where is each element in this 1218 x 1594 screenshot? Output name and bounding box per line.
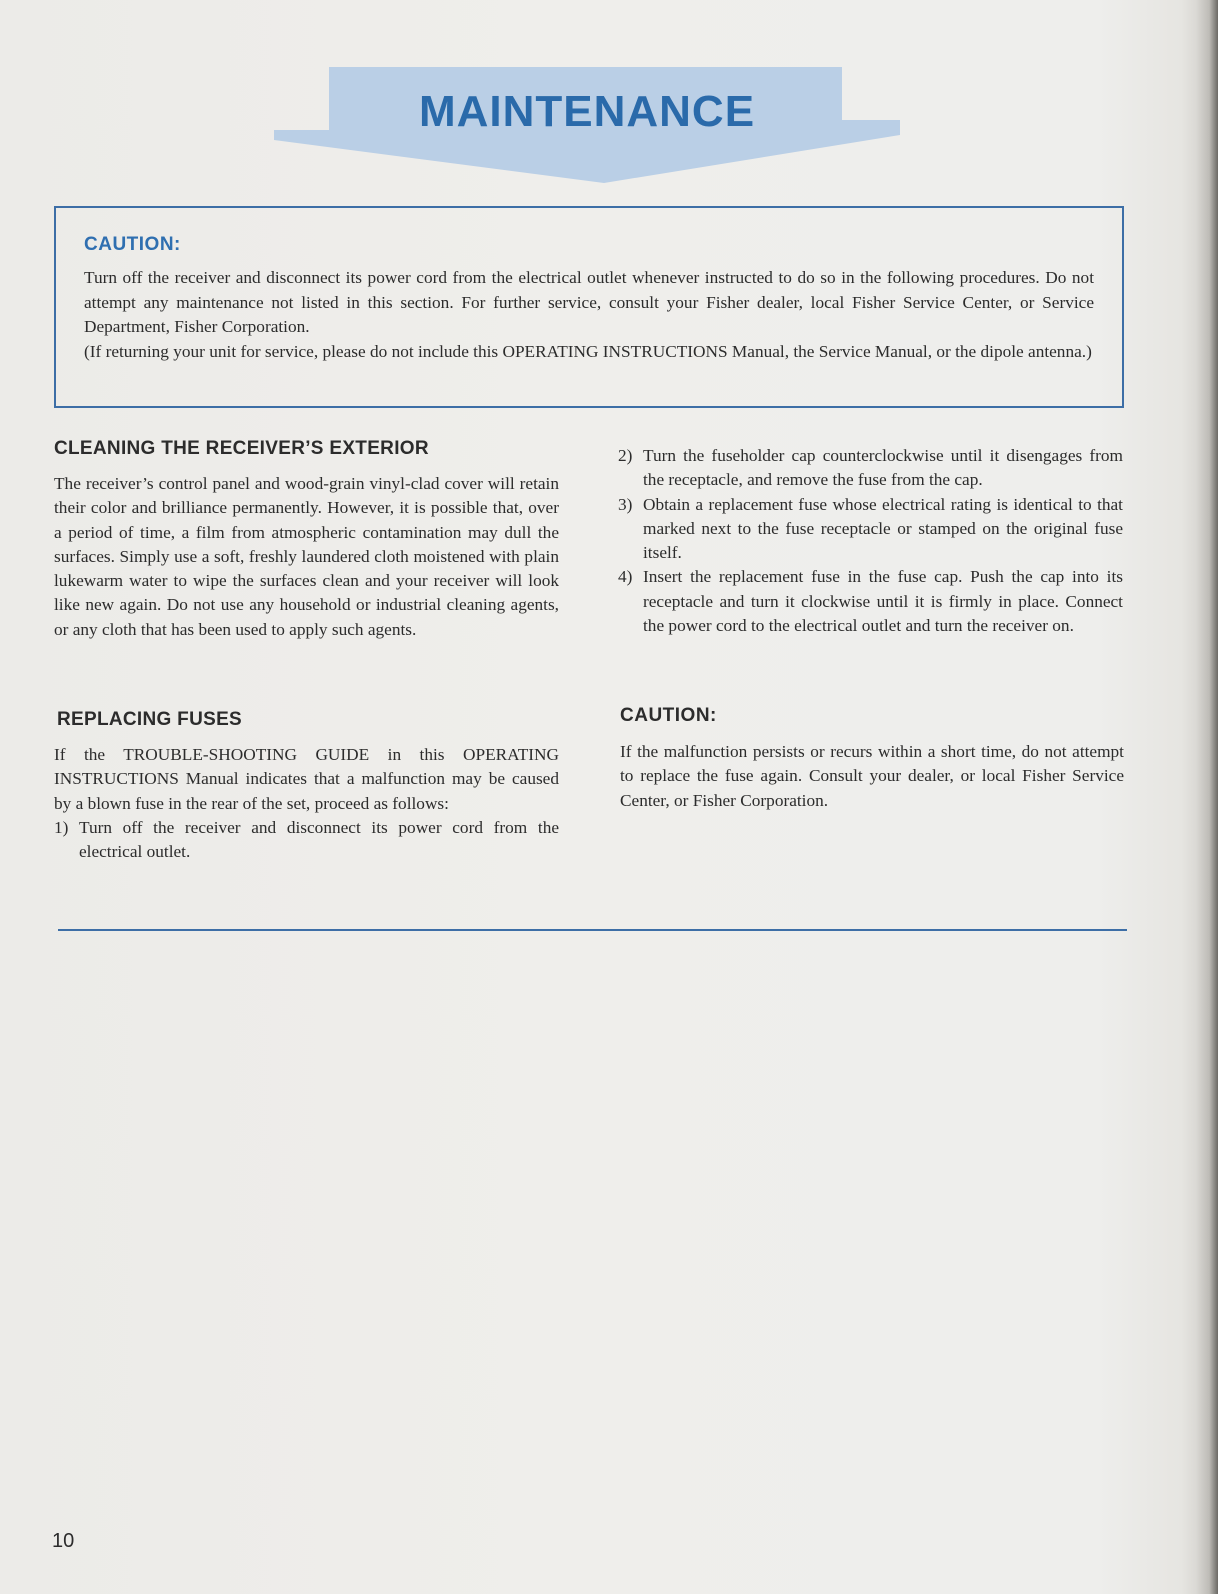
cleaning-heading: CLEANING THE RECEIVER’S EXTERIOR — [54, 438, 429, 459]
step-number: 1) — [54, 817, 69, 837]
fuses-heading: REPLACING FUSES — [57, 709, 243, 730]
step-number: 2) — [618, 446, 633, 465]
cleaning-text — [54, 472, 559, 642]
section-divider — [58, 929, 1127, 931]
page-title: MAINTENANCE — [418, 87, 756, 136]
fuses-column-right — [618, 444, 1123, 638]
cleaning-paragraph: The receiver’s control panel and wood-grain vinyl-clad cover will retain their color and brilliance permanently. However, it is possible that, over a period of time, a film from atmospheric contamination may dull the surfaces. Simply use a soft, freshly laundered cloth moistened with plain lukewarm water to wipe the surfaces clean and your receiver will look like new again. Do not use any household or industrial cleaning agents, or any cloth that has been used to apply such agents. — [54, 474, 559, 639]
fuse-step — [618, 565, 1123, 638]
fuse-step — [54, 816, 559, 865]
page-number: 10 — [52, 1530, 75, 1552]
caution-paragraph: (If returning your unit for service, please do not include this OPERATING INSTRUCTIONS Manual, the Service Manual, or the dipole antenna.) — [84, 341, 1092, 361]
caution-paragraph: Turn off the receiver and disconnect its power cord from the electrical outlet whenever instructed to do so in the following procedures. Do not attempt any maintenance not listed in this section. For further service, consult your Fisher dealer, local Fisher Service Center, or Service Department, Fisher Corporation. — [84, 268, 1094, 336]
caution-2-text — [620, 740, 1124, 813]
fuses-column-left — [54, 743, 559, 864]
page-binding-edge — [1196, 0, 1218, 1594]
step-text: Insert the replacement fuse in the fuse cap. Push the cap into its receptacle and turn it clockwise until it is firmly in place. Connect the power cord to the electrical outlet and turn the receiver on. — [643, 567, 1123, 636]
step-text: Turn the fuseholder cap counterclockwise until it disengages from the receptacle, and remove the fuse from the cap. — [643, 446, 1123, 490]
step-number: 3) — [618, 494, 633, 514]
caution-heading: CAUTION: — [84, 234, 181, 255]
step-text: Obtain a replacement fuse whose electrical rating is identical to that marked next to the fuse receptacle or stamped on the original fuse itself. — [643, 494, 1123, 563]
step-text: Turn off the receiver and disconnect its power cord from the electrical outlet. — [79, 817, 559, 862]
fuse-step — [618, 493, 1123, 566]
section-banner — [274, 67, 900, 185]
caution-2-heading: CAUTION: — [620, 705, 717, 726]
caution-text — [84, 266, 1094, 364]
fuse-step — [618, 444, 1123, 493]
caution-box — [54, 206, 1124, 408]
fuses-intro: If the TROUBLE-SHOOTING GUIDE in this OPERATING INSTRUCTIONS Manual indicates that a malfunction may be caused by a blown fuse in the rear of the set, proceed as follows: — [54, 745, 559, 813]
caution-2-paragraph: If the malfunction persists or recurs within a short time, do not attempt to replace the fuse again. Consult your dealer, or local Fisher Service Center, or Fisher Corporation. — [620, 742, 1124, 810]
step-number: 4) — [618, 567, 633, 587]
